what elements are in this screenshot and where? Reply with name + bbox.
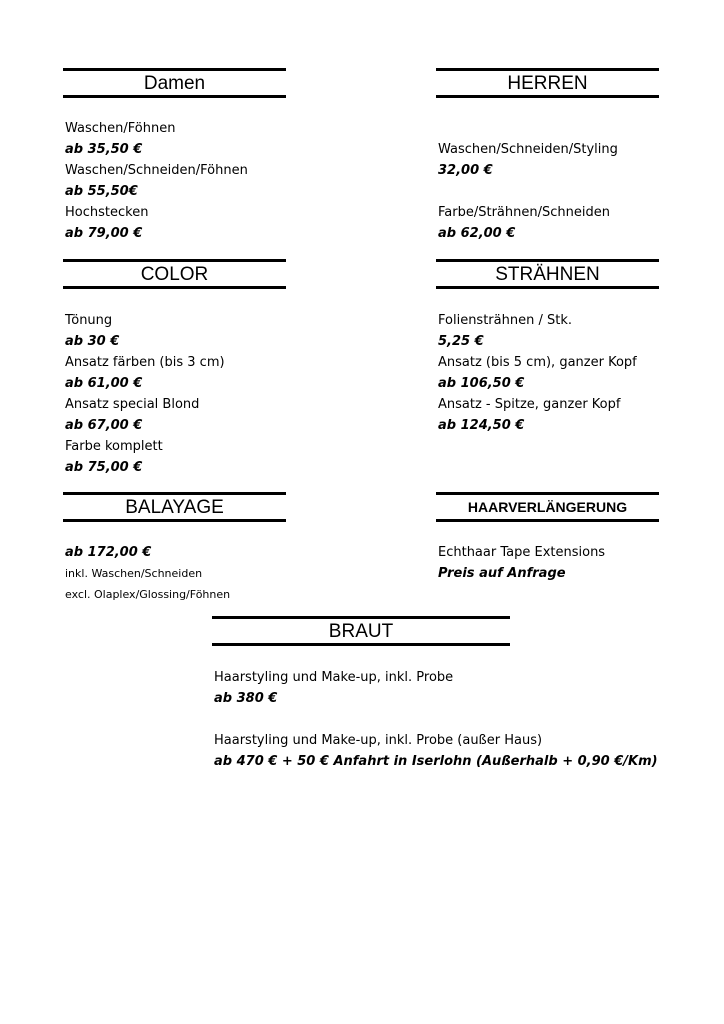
service-name: Ansatz (bis 5 cm), ganzer Kopf — [438, 355, 637, 370]
service-price: Preis auf Anfrage — [438, 566, 566, 581]
service-price: 5,25 € — [438, 334, 484, 349]
service-name: Ansatz special Blond — [65, 397, 200, 412]
service-price: ab 55,50€ — [65, 184, 138, 199]
section-title-haarverlaengerung: HAARVERLÄNGERUNG — [436, 492, 659, 522]
service-name: Haarstyling und Make-up, inkl. Probe (außer Haus) — [214, 733, 543, 748]
section-straehnen — [436, 259, 659, 433]
service-name: Ansatz färben (bis 3 cm) — [65, 355, 225, 370]
section-damen — [63, 68, 286, 241]
service-price: ab 172,00 € — [65, 545, 152, 560]
section-haarverlaengerung — [436, 492, 659, 581]
service-name: Ansatz - Spitze, ganzer Kopf — [438, 397, 621, 412]
service-price: ab 30 € — [65, 334, 120, 349]
service-price: ab 380 € — [214, 691, 278, 706]
service-price: ab 124,50 € — [438, 418, 525, 433]
service-name: Farbe/Strähnen/Schneiden — [438, 205, 610, 220]
service-name: Waschen/Föhnen — [65, 121, 176, 136]
service-note: inkl. Waschen/Schneiden — [65, 567, 203, 580]
section-title-herren: HERREN — [436, 68, 659, 98]
service-price: 32,00 € — [438, 163, 493, 178]
service-name: Foliensträhnen / Stk. — [438, 313, 572, 328]
service-price: ab 106,50 € — [438, 376, 525, 391]
service-price: ab 62,00 € — [438, 226, 516, 241]
section-balayage — [63, 492, 286, 601]
section-title-damen: Damen — [63, 68, 286, 98]
service-price: ab 75,00 € — [65, 460, 143, 475]
service-price: ab 67,00 € — [65, 418, 143, 433]
service-price: ab 470 € + 50 € Anfahrt in Iserlohn (Außerhalb + 0,90 €/Km) — [214, 754, 658, 769]
service-name: Waschen/Schneiden/Styling — [438, 142, 618, 157]
service-price: ab 79,00 € — [65, 226, 143, 241]
service-name: Tönung — [65, 313, 113, 328]
section-title-braut: BRAUT — [212, 616, 510, 646]
service-name: Farbe komplett — [65, 439, 163, 454]
section-herren — [436, 68, 659, 241]
service-name: Echthaar Tape Extensions — [438, 545, 606, 560]
section-braut — [212, 616, 658, 769]
service-name: Waschen/Schneiden/Föhnen — [65, 163, 248, 178]
section-color — [63, 259, 286, 475]
service-price: ab 35,50 € — [65, 142, 143, 157]
service-name: Haarstyling und Make-up, inkl. Probe — [214, 670, 454, 685]
service-price: ab 61,00 € — [65, 376, 143, 391]
section-title-straehnen: STRÄHNEN — [436, 259, 659, 289]
service-name: Hochstecken — [65, 205, 149, 220]
service-note: excl. Olaplex/Glossing/Föhnen — [65, 588, 231, 601]
section-title-color: COLOR — [63, 259, 286, 289]
section-title-balayage: BALAYAGE — [63, 492, 286, 522]
